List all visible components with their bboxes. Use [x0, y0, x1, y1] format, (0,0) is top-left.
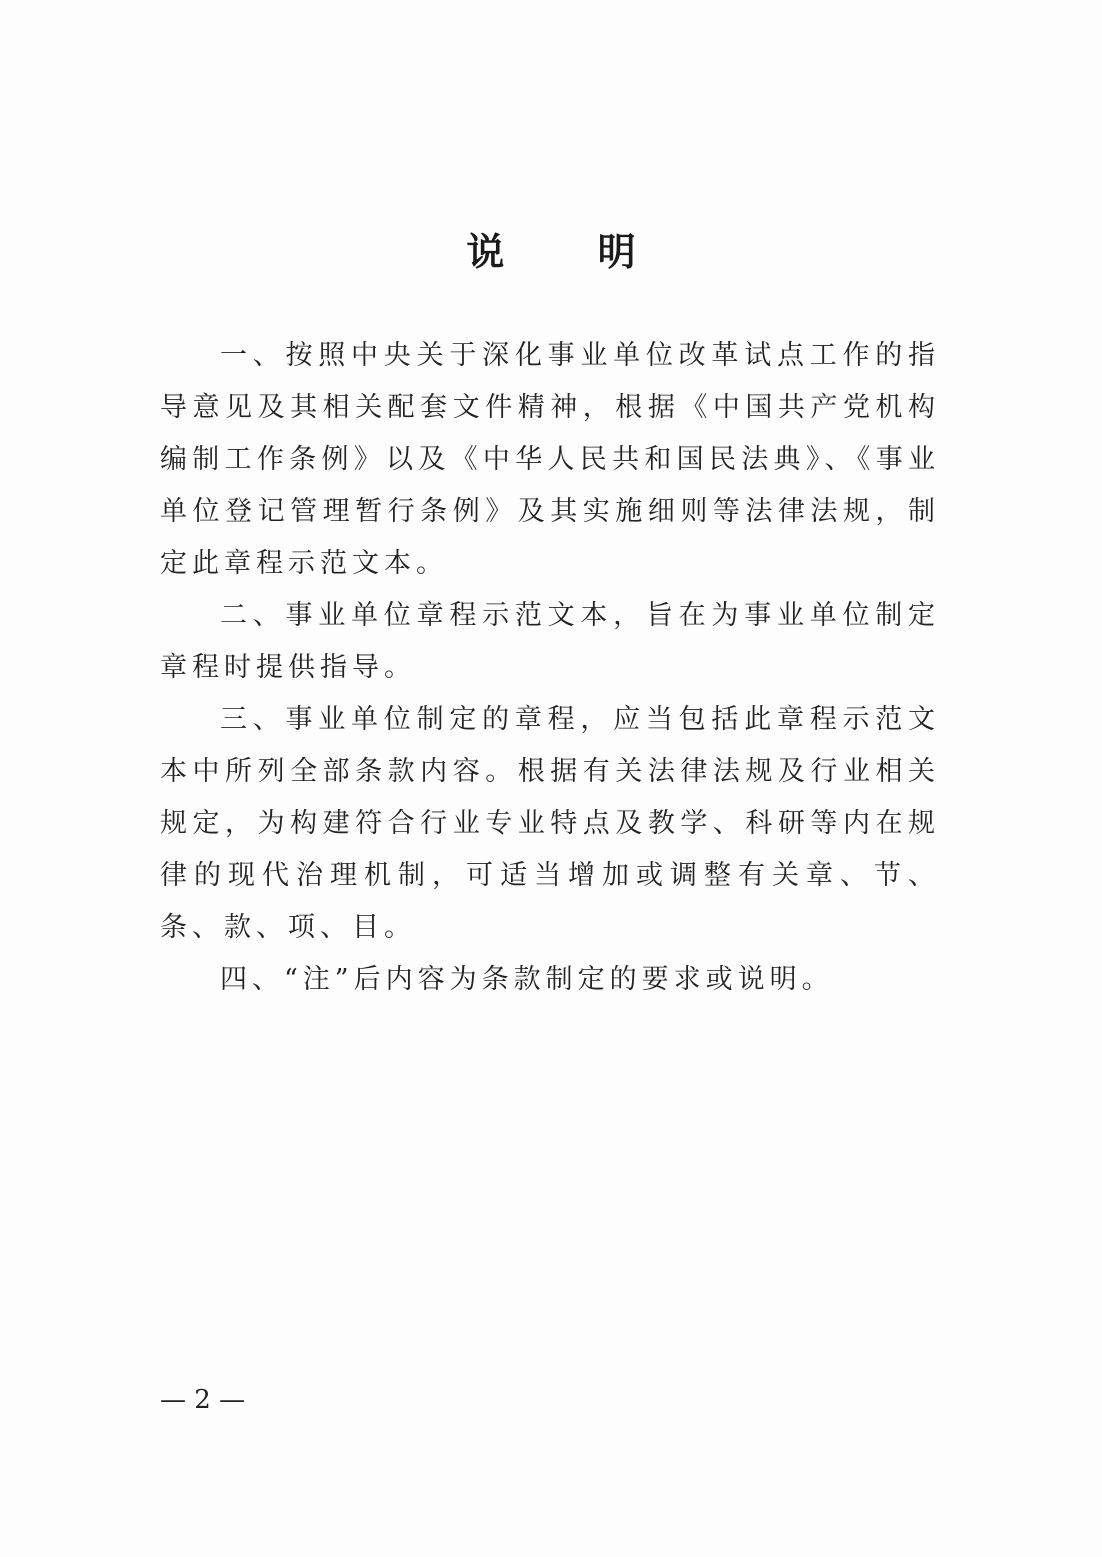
paragraph-3: 三、事业单位制定的章程，应当包括此章程示范文本中所列全部条款内容。根据有关法律法规及行业相关规定，为构建符合行业专业特点及教学、科研等内在规律的现代治理机制，可适当增加或调整有关章、节、条、款、项、目。 [160, 704, 940, 943]
paragraph-4: 四、“注”后内容为条款制定的要求或说明。 [220, 964, 834, 995]
document-body [160, 330, 940, 1006]
page-number: — 2 — [160, 1385, 246, 1415]
document-title: 说 明 [466, 230, 676, 274]
paragraph-2: 二、事业单位章程示范文本，旨在为事业单位制定章程时提供指导。 [160, 600, 940, 683]
paragraph-1: 一、按照中央关于深化事业单位改革试点工作的指导意见及其相关配套文件精神，根据《中国共产党机构编制工作条例》以及《中华人民共和国民法典》、《事业单位登记管理暂行条例》及其实施细则等法律法规，制定此章程示范文本。 [160, 340, 940, 579]
